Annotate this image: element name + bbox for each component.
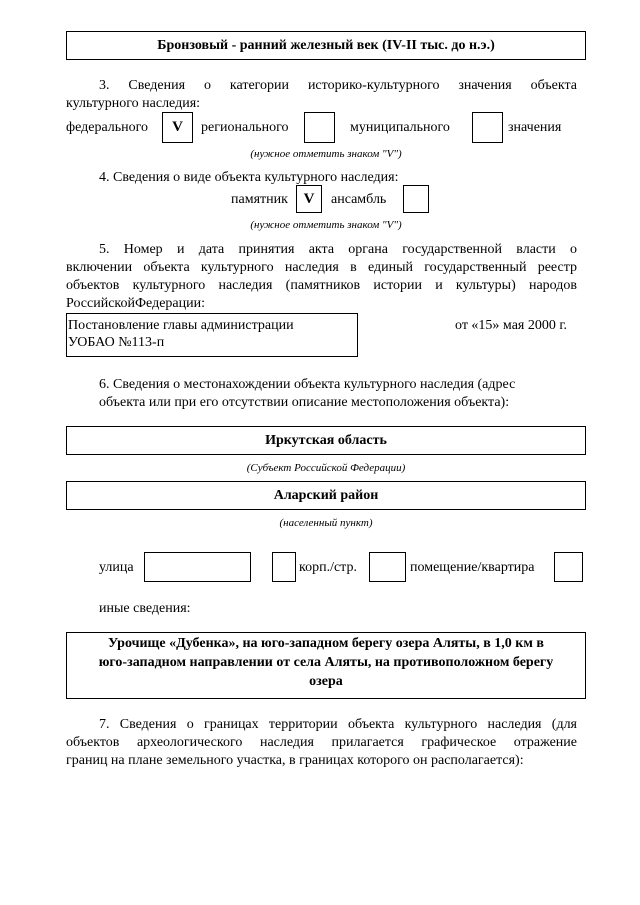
other-label: иные сведения:: [99, 601, 191, 616]
building-label: корп./стр.: [299, 560, 357, 575]
district-value: Аларский район: [273, 488, 379, 503]
act-line1: Постановление главы администрации: [68, 318, 294, 333]
region-hint: (Субъект Российской Федерации): [246, 462, 406, 474]
act-box: [66, 313, 358, 357]
street-field[interactable]: [144, 552, 251, 582]
monument-mark: V: [303, 190, 315, 207]
section5-line4: РоссийскойФедерации:: [66, 296, 206, 311]
section7-line3: границ на плане земельного участка, в границах которого он располагается):: [66, 753, 524, 768]
section3-line1: 3. Сведения о категории историко-культурного значения объекта: [99, 78, 577, 93]
monument-checkbox[interactable]: [296, 185, 322, 213]
federal-mark: V: [172, 119, 183, 135]
section6-line1: 6. Сведения о местонахождении объекта культурного наследия (адрес: [99, 377, 516, 392]
significance-label: значения: [508, 120, 562, 135]
regional-checkbox[interactable]: [304, 112, 335, 143]
ensemble-checkbox[interactable]: [403, 185, 429, 213]
federal-checkbox[interactable]: [162, 112, 193, 143]
section5-line1: 5. Номер и дата принятия акта органа государственной власти о: [99, 242, 577, 257]
act-date: от «15» мая 2000 г.: [455, 318, 568, 333]
section4-hint: (нужное отметить знаком "V"): [250, 219, 402, 231]
street-label: улица: [99, 560, 134, 575]
section6-line2: объекта или при его отсутствии описание местоположения объекта):: [99, 395, 510, 410]
federal-label: федерального: [66, 120, 149, 135]
period-title-box: [66, 31, 586, 60]
ensemble-label: ансамбль: [331, 192, 387, 207]
house-field[interactable]: [272, 552, 296, 582]
section3-line2: культурного наследия:: [66, 96, 201, 111]
regional-label: регионального: [201, 120, 289, 135]
monument-label: памятник: [231, 192, 288, 207]
building-field[interactable]: [369, 552, 406, 582]
other-line3: озера: [309, 674, 343, 689]
district-box: [66, 481, 586, 510]
section4-line1: 4. Сведения о виде объекта культурного наследия:: [99, 170, 399, 185]
municipal-checkbox[interactable]: [472, 112, 503, 143]
section3-hint: (нужное отметить знаком "V"): [250, 148, 402, 160]
other-box: [66, 632, 586, 699]
region-box: [66, 426, 586, 455]
section7-line1: 7. Сведения о границах территории объекта культурного наследия (для: [99, 717, 577, 732]
act-line2: УОБАО №113-п: [68, 335, 165, 350]
room-label: помещение/квартира: [410, 560, 535, 575]
section5-line3: объектов культурного наследия (памятников истории и культуры) народов: [66, 278, 577, 293]
other-line2: юго-западном направлении от села Аляты, на противоположном берегу: [98, 655, 554, 670]
region-value: Иркутская область: [265, 433, 387, 448]
room-field[interactable]: [554, 552, 583, 582]
section5-line2: включении объекта культурного наследия в единый государственный реестр: [66, 260, 577, 275]
other-line1: Урочище «Дубенка», на юго-западном берегу озера Аляты, в 1,0 км в: [108, 636, 544, 651]
district-hint: (населенный пункт): [279, 517, 373, 529]
section7-line2: объектов археологического наследия прилагается графическое отражение: [66, 735, 577, 750]
period-title: Бронзовый - ранний железный век (IV-II тыс. до н.э.): [157, 38, 495, 53]
municipal-label: муниципального: [350, 120, 450, 135]
